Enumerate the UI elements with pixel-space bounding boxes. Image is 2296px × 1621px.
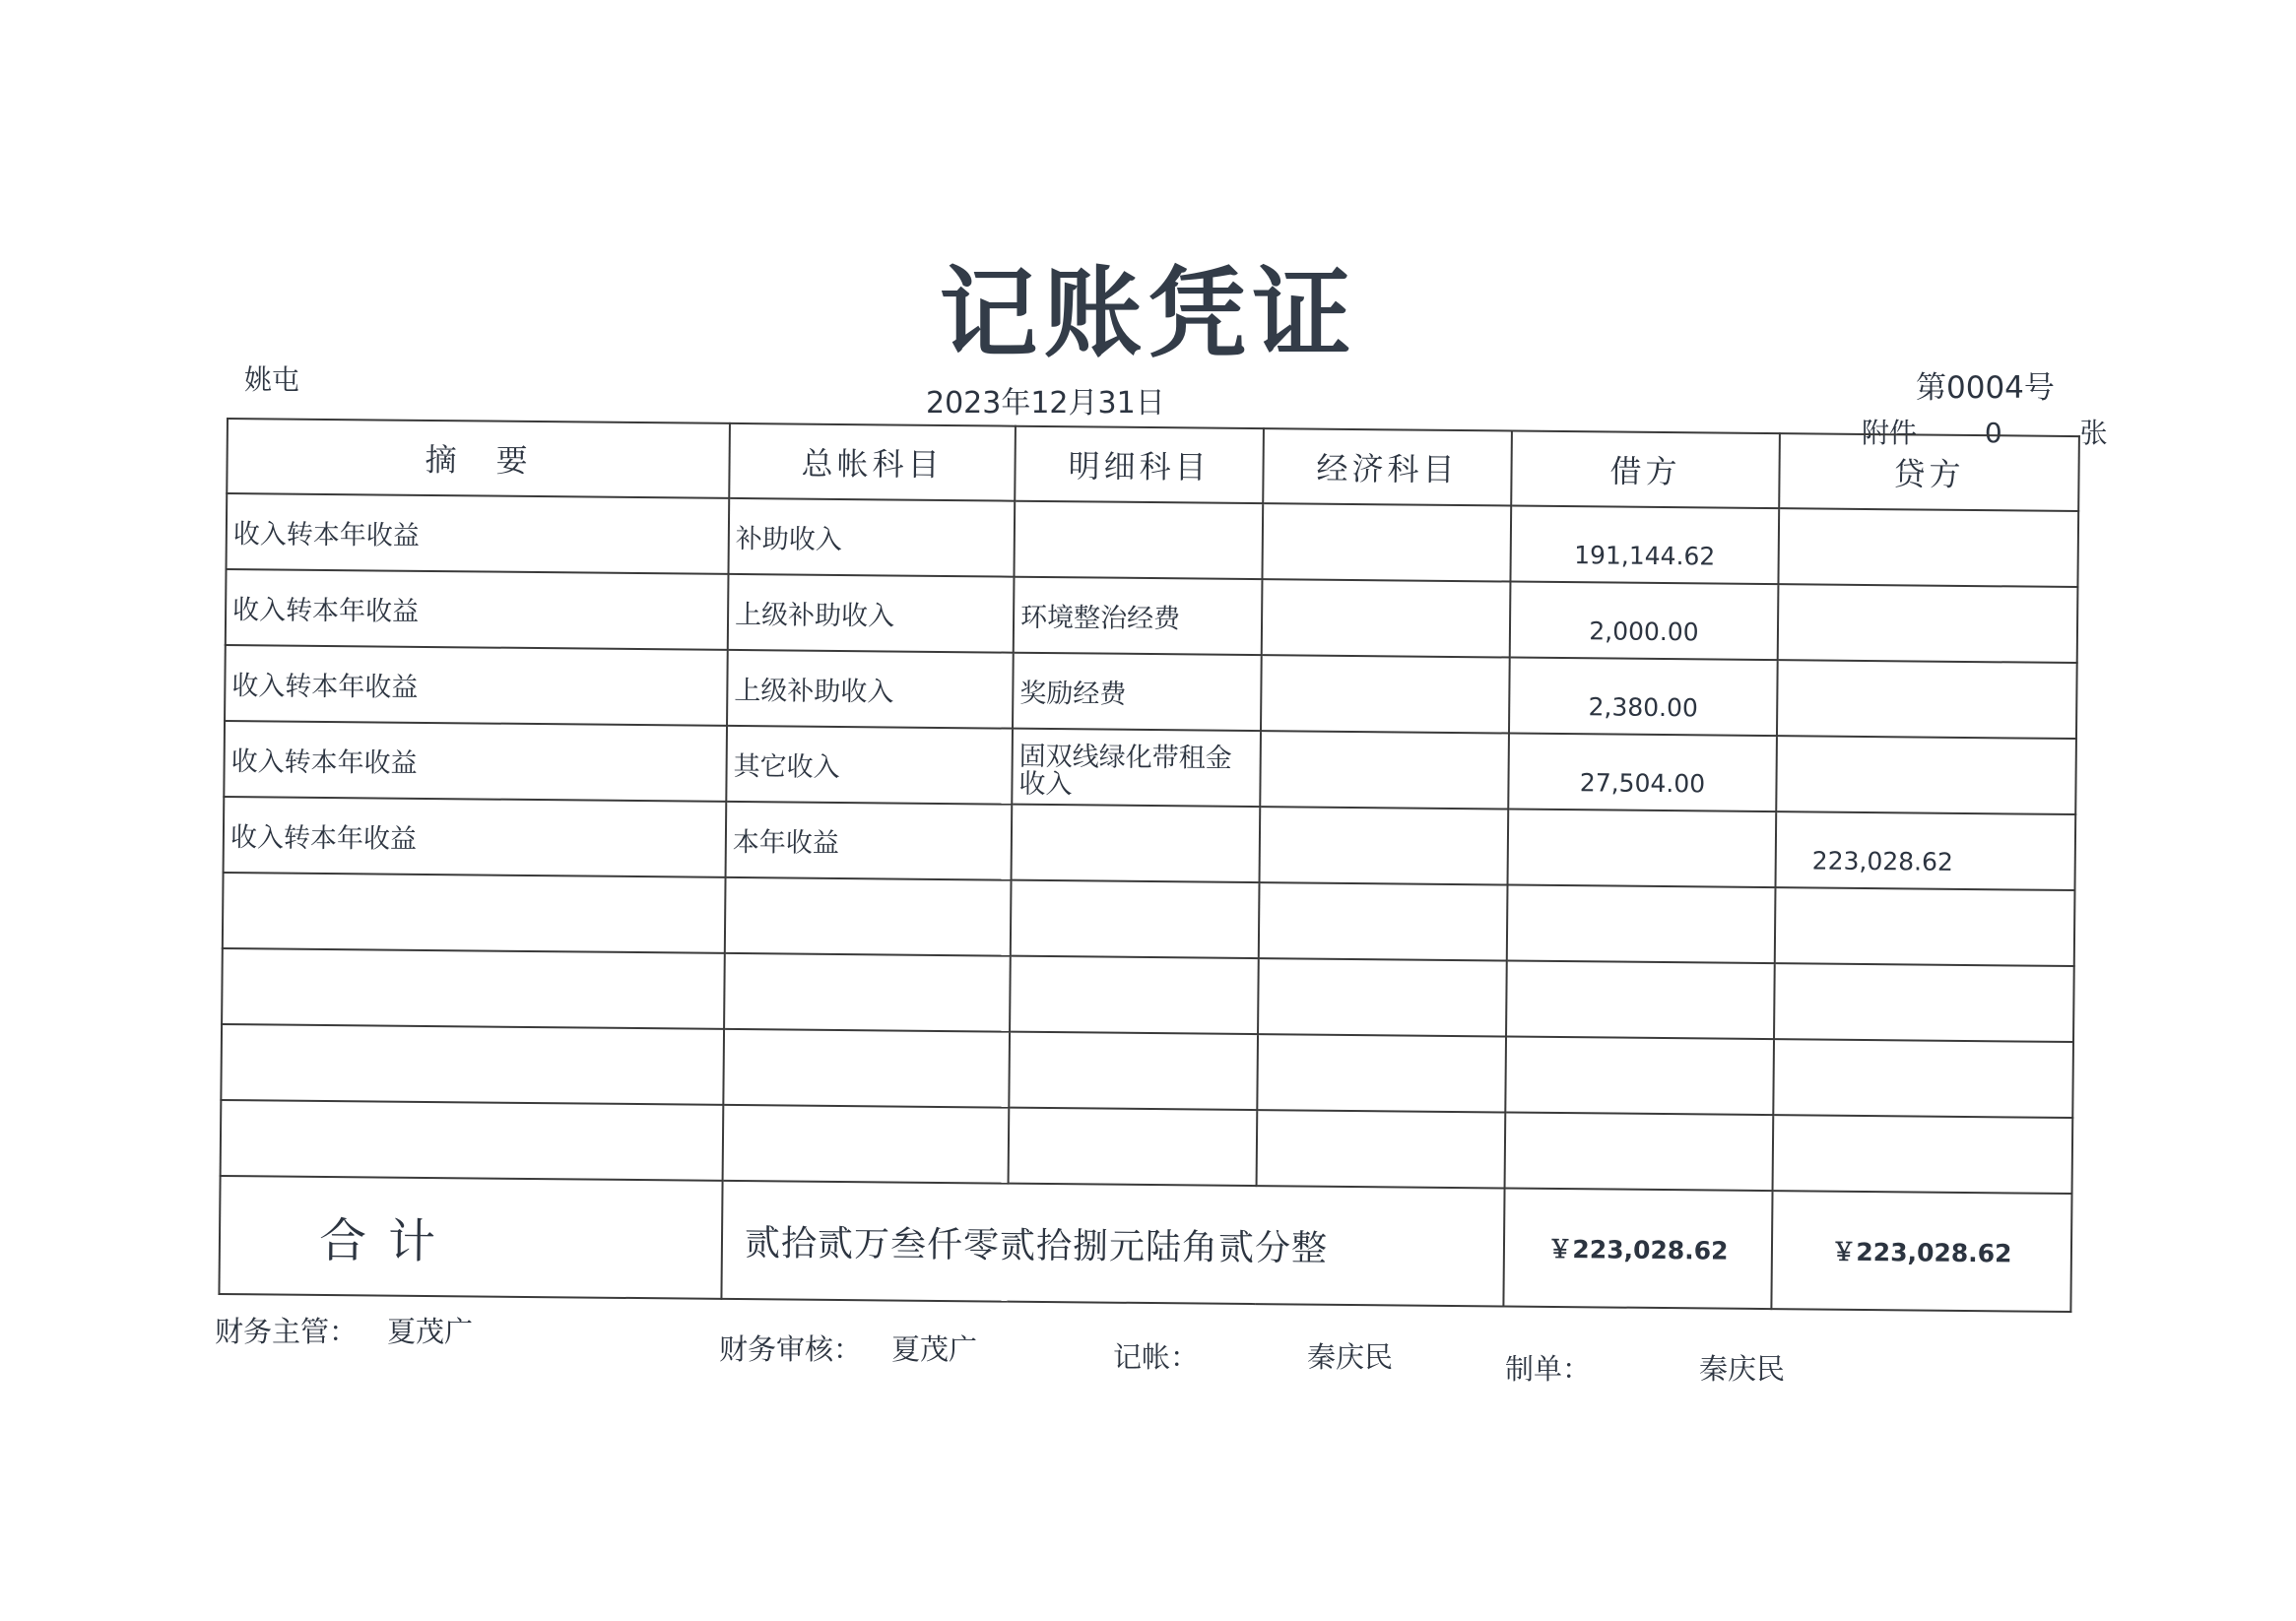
header-debit: 借方: [1511, 431, 1780, 509]
cell-detail-account: 奖励经费: [1013, 653, 1262, 731]
cell-detail-account: 固双线绿化带租金收入: [1012, 729, 1261, 807]
cell-economic-account: [1262, 579, 1511, 657]
cell-debit: [1508, 810, 1777, 888]
credit-total: ￥223,028.62: [1831, 1237, 2012, 1268]
cell-debit: 2,380.00: [1509, 658, 1778, 737]
cell-credit: [1778, 584, 2078, 663]
signature-name: 秦庆民: [1699, 1352, 1786, 1386]
voucher-number: 第0004号: [1916, 370, 2055, 406]
voucher-date: 2023年12月31日: [926, 386, 1165, 421]
cell-credit: [1778, 508, 2078, 587]
signature-name: 夏茂广: [891, 1332, 978, 1366]
total-label-cell: [219, 1176, 722, 1299]
cell-summary: 收入转本年收益: [224, 797, 727, 877]
total-label: 合计: [318, 1212, 458, 1269]
amount-in-words: 贰拾贰万叁仟零贰拾捌元陆角贰分整: [744, 1223, 1329, 1269]
cell-summary: 收入转本年收益: [226, 569, 729, 650]
header-credit: 贷方: [1779, 433, 2079, 511]
header-general-account: 总帐科目: [729, 423, 1016, 501]
cell-summary: 收入转本年收益: [225, 645, 728, 726]
cell-debit: 2,000.00: [1510, 582, 1779, 661]
cell-detail-account: [1012, 805, 1261, 882]
signature-label: 记帐：: [1113, 1340, 1200, 1374]
signature-name: 夏茂广: [387, 1315, 474, 1348]
cell-summary: 收入转本年收益: [227, 493, 730, 574]
cell-economic-account: [1261, 655, 1510, 733]
attachments-count: 0: [1984, 417, 2002, 449]
unit-name: 姚屯: [244, 363, 300, 396]
signature-name: 秦庆民: [1307, 1340, 1394, 1374]
signature-bookkeeper: [1113, 1335, 1393, 1376]
signature-label: 制单：: [1505, 1352, 1592, 1386]
cell-credit: [1776, 736, 2076, 814]
cell-general-account: 本年收益: [726, 802, 1013, 880]
cell-economic-account: [1260, 807, 1509, 884]
cell-credit: [1777, 660, 2077, 739]
header-economic-account: 经济科目: [1263, 428, 1512, 505]
cell-debit: 27,504.00: [1508, 734, 1777, 812]
header-summary: 摘 要: [227, 419, 730, 498]
cell-debit: 191,144.62: [1510, 506, 1779, 585]
cell-summary: 收入转本年收益: [224, 721, 727, 802]
signature-preparer: [1505, 1347, 1785, 1388]
cell-economic-account: [1262, 503, 1511, 581]
signature-label: 财务主管：: [215, 1315, 359, 1348]
header-detail-account: 明细科目: [1015, 426, 1264, 503]
voucher-table: [218, 418, 2079, 1313]
cell-general-account: 上级补助收入: [728, 574, 1015, 653]
cell-credit: 223,028.62: [1775, 811, 2075, 890]
total-credit-cell: [1771, 1191, 2071, 1312]
debit-total: ￥223,028.62: [1547, 1234, 1729, 1265]
cell-general-account: 上级补助收入: [727, 650, 1014, 729]
total-words-cell: [721, 1181, 1504, 1307]
cell-detail-account: 环境整治经费: [1014, 577, 1263, 655]
cell-detail-account: [1014, 501, 1263, 579]
signature-finance-supervisor: [215, 1310, 473, 1350]
cell-general-account: 其它收入: [726, 726, 1013, 805]
voucher-title: 记账凭证: [939, 255, 1357, 371]
voucher-table-wrapper: [219, 418, 2078, 1290]
cell-economic-account: [1260, 731, 1509, 809]
attachments-unit: 张: [2079, 417, 2108, 449]
total-row: [219, 1176, 2071, 1312]
attachments-label: 附件: [1862, 417, 1918, 449]
cell-general-account: 补助收入: [728, 498, 1015, 577]
signature-label: 财务审核：: [719, 1332, 863, 1366]
signature-finance-review: [719, 1328, 977, 1368]
total-debit-cell: [1503, 1188, 1772, 1309]
